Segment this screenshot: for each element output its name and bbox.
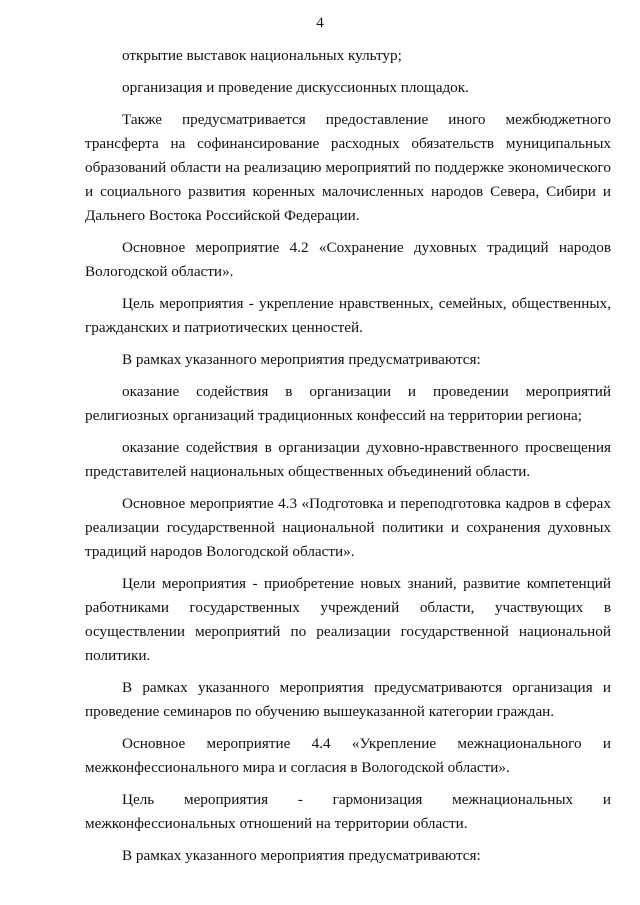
- paragraph-goal-4-4: Цель мероприятия - гармонизация межнациональных и межконфессиональных отношений на территории области.: [85, 791, 611, 832]
- paragraph-measure-4-2: Основное мероприятие 4.2 «Сохранение духовных традиций народов Вологодской области».: [85, 239, 611, 280]
- paragraph-exhibitions: открытие выставок национальных культур;: [122, 47, 402, 64]
- document-body: [85, 44, 611, 876]
- page-number: 4: [316, 15, 324, 31]
- paragraph-discussion-platforms: организация и проведение дискуссионных площадок.: [122, 79, 469, 96]
- paragraph-goal-4-2: Цель мероприятия - укрепление нравственных, семейных, общественных, гражданских и патриотических ценностей.: [85, 295, 611, 336]
- paragraph-scope-4-2: В рамках указанного мероприятия предусматриваются:: [122, 351, 481, 368]
- paragraph-measure-4-4: Основное мероприятие 4.4 «Укрепление межнационального и межконфессионального мира и согласия в Вологодской области».: [85, 735, 611, 776]
- paragraph-religious-orgs: оказание содействия в организации и проведении мероприятий религиозных организаций традиционных конфессий на территории региона;: [85, 383, 611, 424]
- paragraph-goals-4-3: Цели мероприятия - приобретение новых знаний, развитие компетенций работниками государственных учреждений области, участвующих в осуществлении мероприятий по реализации государственной национальной политики.: [85, 575, 611, 664]
- paragraph-measure-4-3: Основное мероприятие 4.3 «Подготовка и переподготовка кадров в сферах реализации государственной национальной политики и сохранения духовных традиций народов Вологодской области».: [85, 495, 611, 560]
- paragraph-spiritual-education: оказание содействия в организации духовно-нравственного просвещения представителей национальных общественных объединений области.: [85, 439, 611, 480]
- paragraph-seminars-4-3: В рамках указанного мероприятия предусматриваются организация и проведение семинаров по обучению вышеуказанной категории граждан.: [85, 679, 611, 720]
- paragraph-interbudget-transfer: Также предусматривается предоставление иного межбюджетного трансферта на софинансирование расходных обязательств муниципальных образований области на реализацию мероприятий по поддержке экономического и социального развития коренных малочисленных народов Севера, Сибири и Дальнего Востока Российской Федерации.: [85, 111, 611, 224]
- paragraph-scope-4-4: В рамках указанного мероприятия предусматриваются:: [122, 847, 481, 864]
